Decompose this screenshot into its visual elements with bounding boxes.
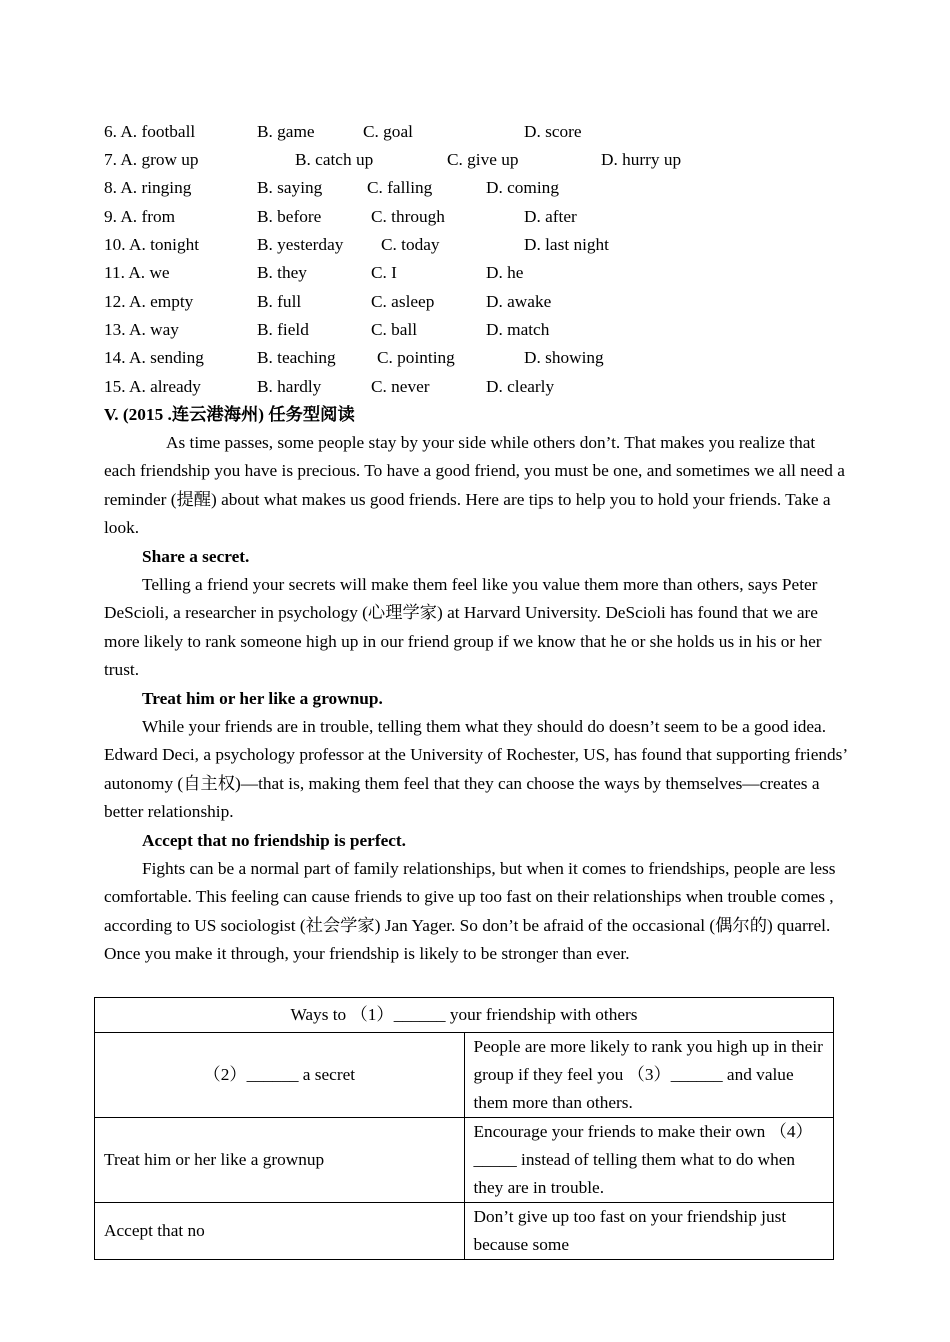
tip-body-no-perfect: Fights can be a normal part of family relationships, but when it comes to friendships, people are less comfortable. This feeling can cause friends to give up too fast on their relationships when trouble comes , according to US sociologist (社会学家) Jan Yager. So don’t be afraid of the occasional (偶尔的) quarrel. Once you make it through, your friendship is likely to be stronger than ever. [104,859,836,964]
table-row [95,1203,834,1260]
table-cell-right: People are more likely to rank you high up in their group if they feel you （3）______ and value them more than others. [464,1033,834,1118]
table-header-row [95,998,834,1033]
choice-option-d: D. he [486,263,524,282]
choice-option-a: 7. A. grow up [104,150,199,169]
table-cell-left: （2）______ a secret [95,1033,465,1118]
choice-option-d: D. awake [486,292,552,311]
intro-paragraph: As time passes, some people stay by your side while others don’t. That makes you realize that each friendship you have is precious. To have a good friend, you must be one, and sometimes we all need a reminder (提醒) about what makes us good friends. Here are tips to help you to hold your friends. Take a look. [104,433,845,538]
choice-option-a: 9. A. from [104,207,176,226]
choice-option-c: C. ball [371,320,418,339]
choice-option-a: 8. A. ringing [104,178,192,197]
choice-option-d: D. clearly [486,377,555,396]
choice-option-b: B. they [257,263,307,282]
table-row [95,1033,834,1118]
choice-option-b: B. yesterday [257,235,344,254]
choice-option-d: D. match [486,320,550,339]
choice-option-b: B. before [257,207,322,226]
choice-option-b: B. saying [257,178,323,197]
choice-option-b: B. game [257,122,315,141]
choice-option-b: B. hardly [257,377,322,396]
task-table [94,997,834,1260]
choice-option-c: C. pointing [377,348,455,367]
table-cell-left: Treat him or her like a grownup [95,1118,465,1203]
choice-option-a: 14. A. sending [104,348,204,367]
choice-option-d: D. hurry up [601,150,682,169]
choice-option-b: B. field [257,320,309,339]
choice-option-c: C. give up [447,150,519,169]
section-title: V. (2015 .连云港海州) 任务型阅读 [104,405,355,424]
choice-option-a: 6. A. football [104,122,196,141]
choice-option-c: C. today [381,235,440,254]
choice-option-c: C. never [371,377,430,396]
choice-option-d: D. after [524,207,577,226]
choice-option-c: C. asleep [371,292,435,311]
choice-option-d: D. showing [524,348,604,367]
tip-body-share-secret: Telling a friend your secrets will make them feel like you value them more than others, says Peter DeScioli, a researcher in psychology (心理学家) at Harvard University. DeScioli has found that we are more likely to rank someone high up in our friend group if we know that he or she holds us in his or her trust. [104,575,822,680]
choice-option-c: C. falling [367,178,433,197]
choice-option-a: 11. A. we [104,263,170,282]
choice-option-a: 13. A. way [104,320,179,339]
choice-option-c: C. through [371,207,445,226]
tip-heading-grownup: Treat him or her like a grownup. [142,689,383,708]
choice-option-a: 12. A. empty [104,292,194,311]
tip-body-grownup: While your friends are in trouble, telling them what they should do doesn’t seem to be a good idea. Edward Deci, a psychology professor at the University of Rochester, US, has found that supporting friends’ autonomy (自主权)—that is, making them feel that they can choose the ways by themselves—creates a better relationship. [104,717,847,822]
choice-option-d: D. score [524,122,582,141]
choice-option-c: C. I [371,263,397,282]
table-header: Ways to （1）______ your friendship with others [95,998,834,1033]
tip-heading-no-perfect: Accept that no friendship is perfect. [142,831,406,850]
choice-option-d: D. last night [524,235,609,254]
choice-option-b: B. full [257,292,302,311]
choice-option-a: 10. A. tonight [104,235,200,254]
choice-option-d: D. coming [486,178,559,197]
table-row [95,1118,834,1203]
choice-option-b: B. teaching [257,348,336,367]
choice-option-a: 15. A. already [104,377,201,396]
table-cell-right: Encourage your friends to make their own （4）_____ instead of telling them what to do when they are in trouble. [464,1118,834,1203]
choice-option-b: B. catch up [295,150,374,169]
tip-heading-share-secret: Share a secret. [142,547,250,566]
choice-option-c: C. goal [363,122,413,141]
reading-passage [104,429,850,543]
table-cell-left: Accept that no [95,1203,465,1260]
table-cell-right: Don’t give up too fast on your friendship just because some [464,1203,834,1260]
